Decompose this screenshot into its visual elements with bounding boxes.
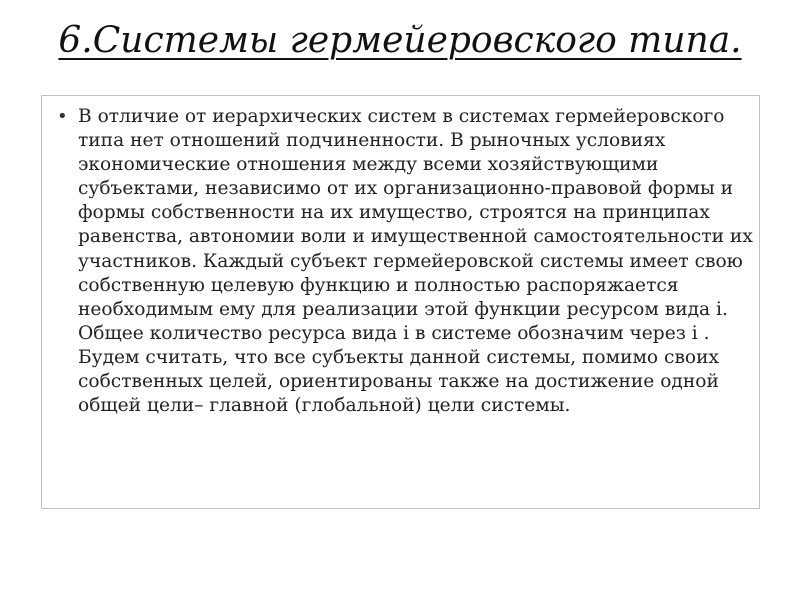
content-box: [41, 95, 760, 509]
slide-title: 6.Системы гермейеровского типа.: [58, 20, 742, 61]
bullet-marker: •: [57, 106, 68, 127]
bullet-text: В отличие от иерархических систем в системах гермейеровского типа нет отношений подчиненности. В рыночных условиях экономические отношения между всеми хозяйствующими субъектами, независимо от их организационно-правовой формы и формы собственности на их имущество, строятся на принципах равенства, автономии воли и имущественной самостоятельности их участников. Каждый субъект гермейеровской системы имеет свою собственную целевую функцию и полностью распоряжается необходимым ему для реализации этой функции ресурсом вида i. Общее количество ресурса вида i в системе обозначим через i . Будем считать, что все субъекты данной системы, помимо своих собственных целей, ориентированы также на достижение одной общей цели– главной (глобальной) цели системы.: [78, 106, 753, 417]
